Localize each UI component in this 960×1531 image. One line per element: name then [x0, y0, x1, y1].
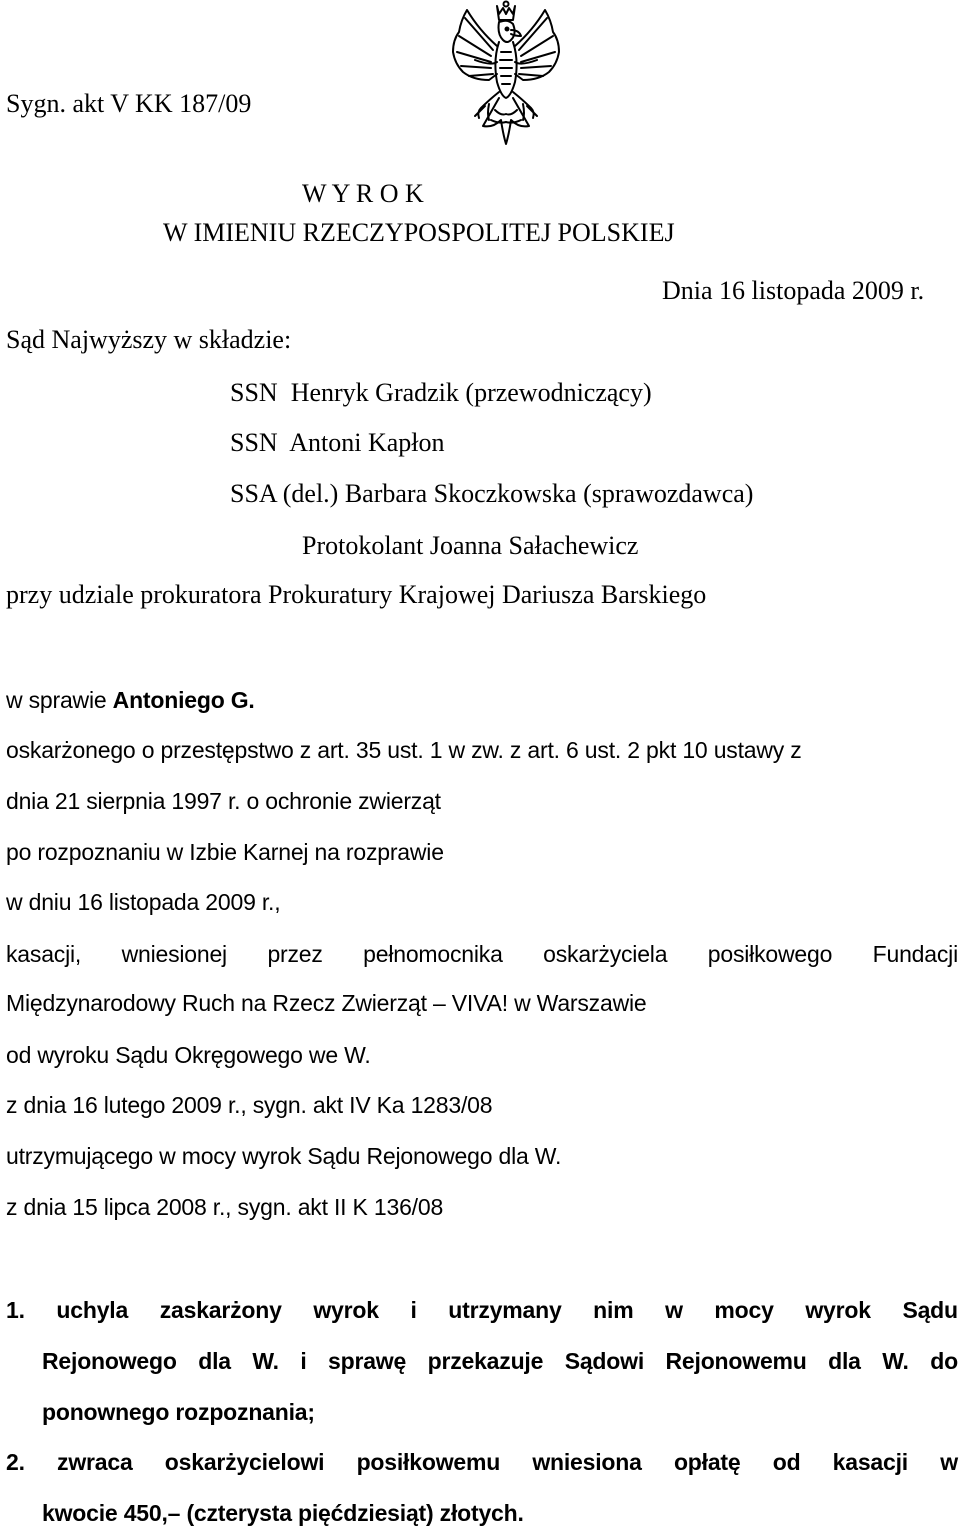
ruling-item-1-line-2 — [42, 1346, 958, 1376]
charge-line-1: oskarżonego o przestępstwo z art. 35 ust. 1 w zw. z art. 6 ust. 2 pkt 10 ustawy z — [6, 737, 802, 763]
word: Rejonowego — [42, 1348, 177, 1374]
word: zaskarżony — [159, 1297, 282, 1323]
word: Sądu — [902, 1297, 958, 1323]
word: w — [665, 1297, 683, 1323]
ruling-item-1-line-3: ponownego rozpoznania; — [42, 1399, 315, 1425]
case-reference: Sygn. akt V KK 187/09 — [6, 89, 252, 118]
word: uchyla — [56, 1297, 129, 1323]
word: opłatę — [673, 1449, 741, 1475]
hearing-line-1: po rozpoznaniu w Izbie Karnej na rozprawie — [6, 839, 444, 865]
judge-rapporteur: SSA (del.) Barbara Skoczkowska (sprawozdawca) — [230, 479, 754, 508]
case-prefix: w sprawie — [6, 687, 113, 713]
word: W. — [882, 1348, 909, 1374]
appeal-line-1 — [6, 939, 958, 969]
judgment-line-4: z dnia 15 lipca 2008 r., sygn. akt II K 136/08 — [6, 1194, 444, 1220]
case-defendant-line — [6, 685, 255, 715]
word: W. — [252, 1348, 279, 1374]
word: zwraca — [57, 1449, 133, 1475]
word: posiłkowego — [707, 941, 833, 967]
word: do — [930, 1348, 958, 1374]
word: wyrok — [313, 1297, 379, 1323]
word: posiłkowemu — [356, 1449, 501, 1475]
word: od — [772, 1449, 801, 1475]
judge-member: SSN Antoni Kapłon — [230, 428, 445, 457]
word: kasacji, — [6, 941, 82, 967]
word: i — [410, 1297, 417, 1323]
polish-eagle-emblem — [445, 0, 567, 150]
judgment-line-3: utrzymującego w mocy wyrok Sądu Rejonowego dla W. — [6, 1143, 562, 1169]
prosecutor-line: przy udziale prokuratora Prokuratury Krajowej Dariusza Barskiego — [6, 580, 707, 609]
judgment-line-1: od wyroku Sądu Okręgowego we W. — [6, 1042, 371, 1068]
word: Fundacji — [872, 941, 958, 967]
word: kasacji — [832, 1449, 908, 1475]
word: i — [300, 1348, 307, 1374]
word: wniesiona — [532, 1449, 642, 1475]
ruling-item-2-line-2: kwocie 450,– (czterysta pięćdziesiąt) złotych. — [42, 1500, 524, 1526]
word: oskarżyciela — [543, 941, 668, 967]
word: Sądowi — [564, 1348, 645, 1374]
word: przez — [267, 941, 323, 967]
hearing-line-2: w dniu 16 listopada 2009 r., — [6, 889, 281, 915]
defendant-name: Antoniego G. — [112, 687, 255, 713]
word: wyrok — [805, 1297, 871, 1323]
word: mocy — [714, 1297, 774, 1323]
judgment-line-2: z dnia 16 lutego 2009 r., sygn. akt IV Ka 1283/08 — [6, 1092, 493, 1118]
word: pełnomocnika — [363, 941, 503, 967]
document-title: W Y R O K — [302, 179, 424, 208]
word: przekazuje — [427, 1348, 544, 1374]
judge-presiding: SSN Henryk Gradzik (przewodniczący) — [230, 378, 652, 407]
word: Rejonowemu — [665, 1348, 807, 1374]
ruling-item-1-line-1 — [6, 1295, 958, 1325]
word: dla — [828, 1348, 861, 1374]
word: sprawę — [328, 1348, 407, 1374]
word: wniesionej — [121, 941, 227, 967]
word: dla — [198, 1348, 231, 1374]
word: 1. — [6, 1297, 25, 1323]
appeal-line-2: Międzynarodowy Ruch na Rzecz Zwierząt – VIVA! w Warszawie — [6, 990, 647, 1016]
court-clerk: Protokolant Joanna Sałachewicz — [302, 531, 639, 560]
word: utrzymany — [448, 1297, 562, 1323]
word: 2. — [6, 1449, 25, 1475]
charge-line-2: dnia 21 sierpnia 1997 r. o ochronie zwierząt — [6, 788, 441, 814]
judgment-date: Dnia 16 listopada 2009 r. — [662, 276, 925, 305]
word: w — [940, 1449, 958, 1475]
word: nim — [593, 1297, 634, 1323]
word: oskarżycielowi — [164, 1449, 325, 1475]
ruling-item-2-line-1 — [6, 1447, 958, 1477]
court-composition-intro: Sąd Najwyższy w składzie: — [6, 325, 292, 354]
document-subtitle: W IMIENIU RZECZYPOSPOLITEJ POLSKIEJ — [163, 218, 675, 247]
